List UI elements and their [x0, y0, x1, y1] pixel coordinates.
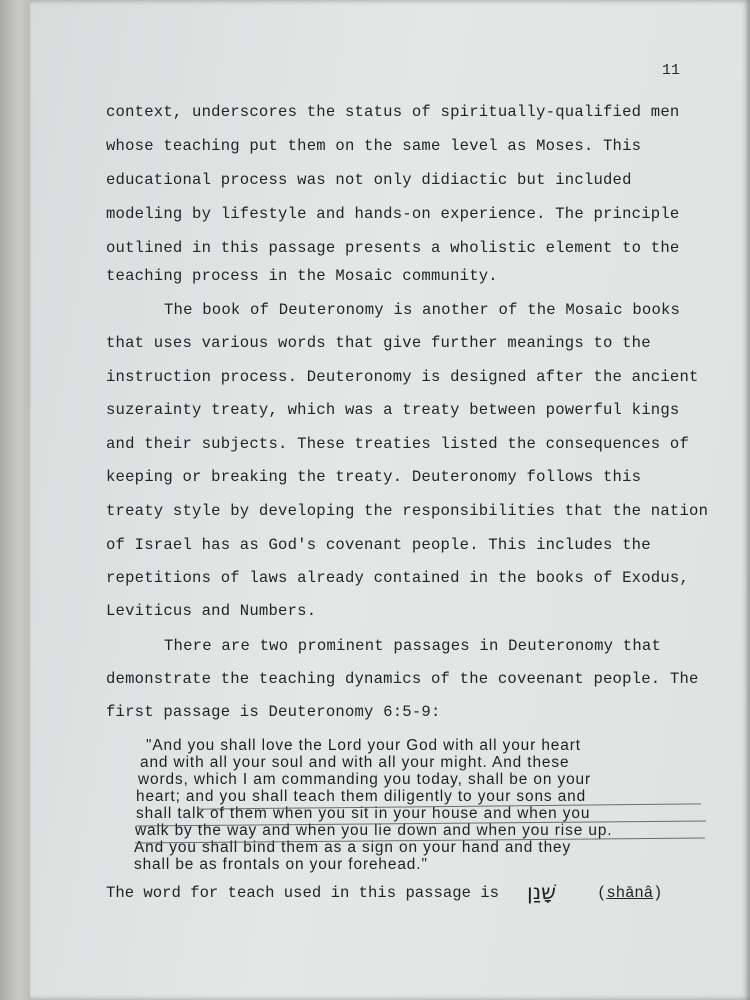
quote-line: shall be as frontals on your forehead.": [134, 856, 428, 873]
paragraph-line: modeling by lifestyle and hands-on experience. The principle: [106, 205, 680, 223]
hebrew-word: שָׁנַן: [527, 880, 557, 904]
paragraph-line: There are two prominent passages in Deuteronomy that: [164, 637, 662, 655]
book-page: [30, 0, 750, 1000]
quote-line: shall talk of them when you sit in your house and when you: [136, 805, 591, 822]
paragraph-line: treaty style by developing the responsibilities that the nation: [106, 502, 709, 520]
paragraph-line: demonstrate the teaching dynamics of the coveenant people. The: [106, 670, 699, 688]
paragraph-line: outlined in this passage presents a wholistic element to the: [106, 239, 680, 257]
quote-line: "And you shall love the Lord your God with all your heart: [146, 737, 581, 754]
book-gutter: [0, 0, 30, 1000]
transliteration: [597, 884, 663, 902]
page-number: 11: [662, 62, 681, 79]
paragraph-line: context, underscores the status of spiritually-qualified men: [106, 103, 680, 121]
translit-close-paren: ): [653, 884, 663, 902]
paragraph-line: keeping or breaking the treaty. Deuteronomy follows this: [106, 468, 642, 486]
paragraph-line: educational process was not only didiactic but included: [106, 171, 632, 189]
quote-line: and with all your soul and with all your might. And these: [140, 754, 570, 771]
paragraph-line: instruction process. Deuteronomy is designed after the ancient: [106, 368, 699, 386]
paragraph-line: first passage is Deuteronomy 6:5-9:: [106, 703, 441, 721]
paragraph-line: and their subjects. These treaties listed the consequences of: [106, 435, 690, 453]
translit-open-paren: (: [597, 884, 607, 902]
transliteration-word: shānâ: [606, 884, 654, 902]
paragraph-line: of Israel has as God's covenant people. This includes the: [106, 536, 651, 554]
paragraph-line: teaching process in the Mosaic community.: [106, 267, 498, 285]
paragraph-line: The book of Deuteronomy is another of the Mosaic books: [164, 301, 681, 319]
quote-line: heart; and you shall teach them diligently to your sons and: [136, 788, 587, 805]
paragraph-line: that uses various words that give further meanings to the: [106, 334, 651, 352]
paragraph-line: repetitions of laws already contained in the books of Exodus,: [106, 569, 690, 587]
paragraph-line: suzerainty treaty, which was a treaty between powerful kings: [106, 401, 680, 419]
paragraph-line: Leviticus and Numbers.: [106, 602, 317, 620]
paragraph-line: whose teaching put them on the same level as Moses. This: [106, 137, 642, 155]
closing-line: The word for teach used in this passage is: [106, 884, 500, 902]
quote-line: words, which I am commanding you today, shall be on your: [138, 771, 592, 788]
quote-line: walk by the way and when you lie down and when you rise up.: [135, 822, 613, 839]
quote-line: And you shall bind them as a sign on your hand and they: [134, 839, 572, 856]
